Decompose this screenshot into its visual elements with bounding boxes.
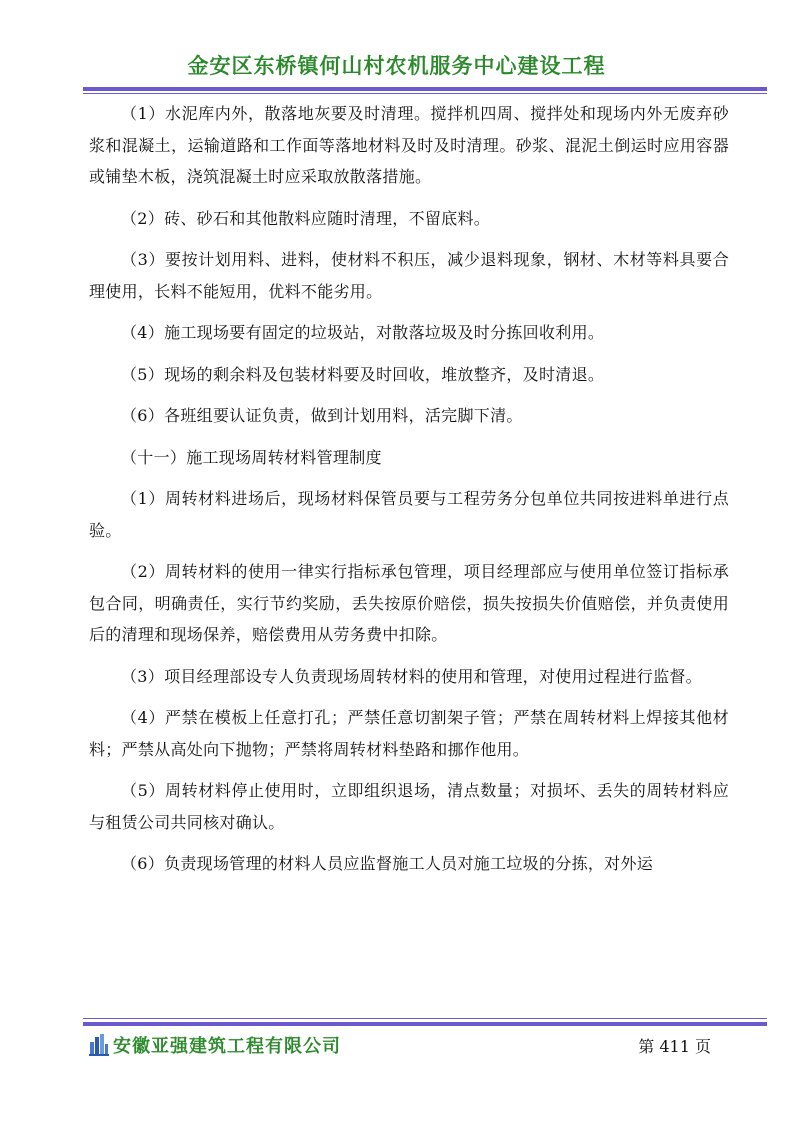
page-number: 第 411 页: [638, 1037, 711, 1056]
page-footer: [0, 1026, 793, 1066]
paragraph: （3）要按计划用料、进料，使材料不积压，减少退料现象，钢材、木材等料具要合理使用，长料不能短用，优料不能劣用。: [89, 250, 729, 301]
paragraph: （1）水泥库内外，散落地灰要及时清理。搅拌机四周、搅拌处和现场内外无废弃砂浆和混凝土，运输道路和工作面等落地材料及时及时清理。砂浆、混泥土倒运时应用容器或铺垫木板，浇筑混凝土时应采取放散落措施。: [89, 104, 729, 186]
paragraph: （1）周转材料进场后，现场材料保管员要与工程劳务分包单位共同按进料单进行点验。: [89, 489, 729, 540]
paragraph: （5）周转材料停止使用时，立即组织退场，清点数量；对损坏、丢失的周转材料应与租赁公司共同核对确认。: [89, 781, 729, 832]
building-logo-icon: [89, 1034, 109, 1056]
paragraph: （2）砖、砂石和其他散料应随时清理，不留底料。: [121, 208, 491, 228]
paragraph: （6）各班组要认证负责，做到计划用料，活完脚下清。: [121, 406, 523, 425]
paragraph: （4）施工现场要有固定的垃圾站，对散落垃圾及时分拣回收利用。: [121, 323, 605, 342]
company-name: 安徽亚强建筑工程有限公司: [113, 1036, 341, 1057]
paragraph: （6）负责现场管理的材料人员应监督施工人员对施工垃圾的分拣，对外运: [121, 854, 654, 873]
section-heading: （十一）施工现场周转材料管理制度: [121, 447, 382, 467]
paragraph: （3）项目经理部设专人负责现场周转材料的使用和管理，对使用过程进行监督。: [121, 666, 702, 686]
paragraph: （2）周转材料的使用一律实行指标承包管理，项目经理部应与使用单位签订指标承包合同，明确责任，实行节约奖励，丢失按原价赔偿，损失按损失价值赔偿，并负责使用后的清理和现场保养，赔偿费用从劳务费中扣除。: [89, 562, 729, 644]
page-header: [0, 46, 793, 86]
header-rule-thin: [83, 93, 767, 94]
paragraph: （4）严禁在模板上任意打孔；严禁任意切割架子管；严禁在周转材料上焊接其他材料；严禁从高处向下抛物；严禁将周转材料垫路和挪作他用。: [89, 708, 729, 759]
paragraph: （5）现场的剩余料及包装材料要及时回收，堆放整齐，及时清退。: [121, 364, 605, 384]
footer-rule-thin: [83, 1018, 767, 1019]
document-title: 金安区东桥镇何山村农机服务中心建设工程: [187, 54, 606, 78]
header-rule-thick: [83, 87, 767, 91]
document-body: [89, 98, 729, 890]
